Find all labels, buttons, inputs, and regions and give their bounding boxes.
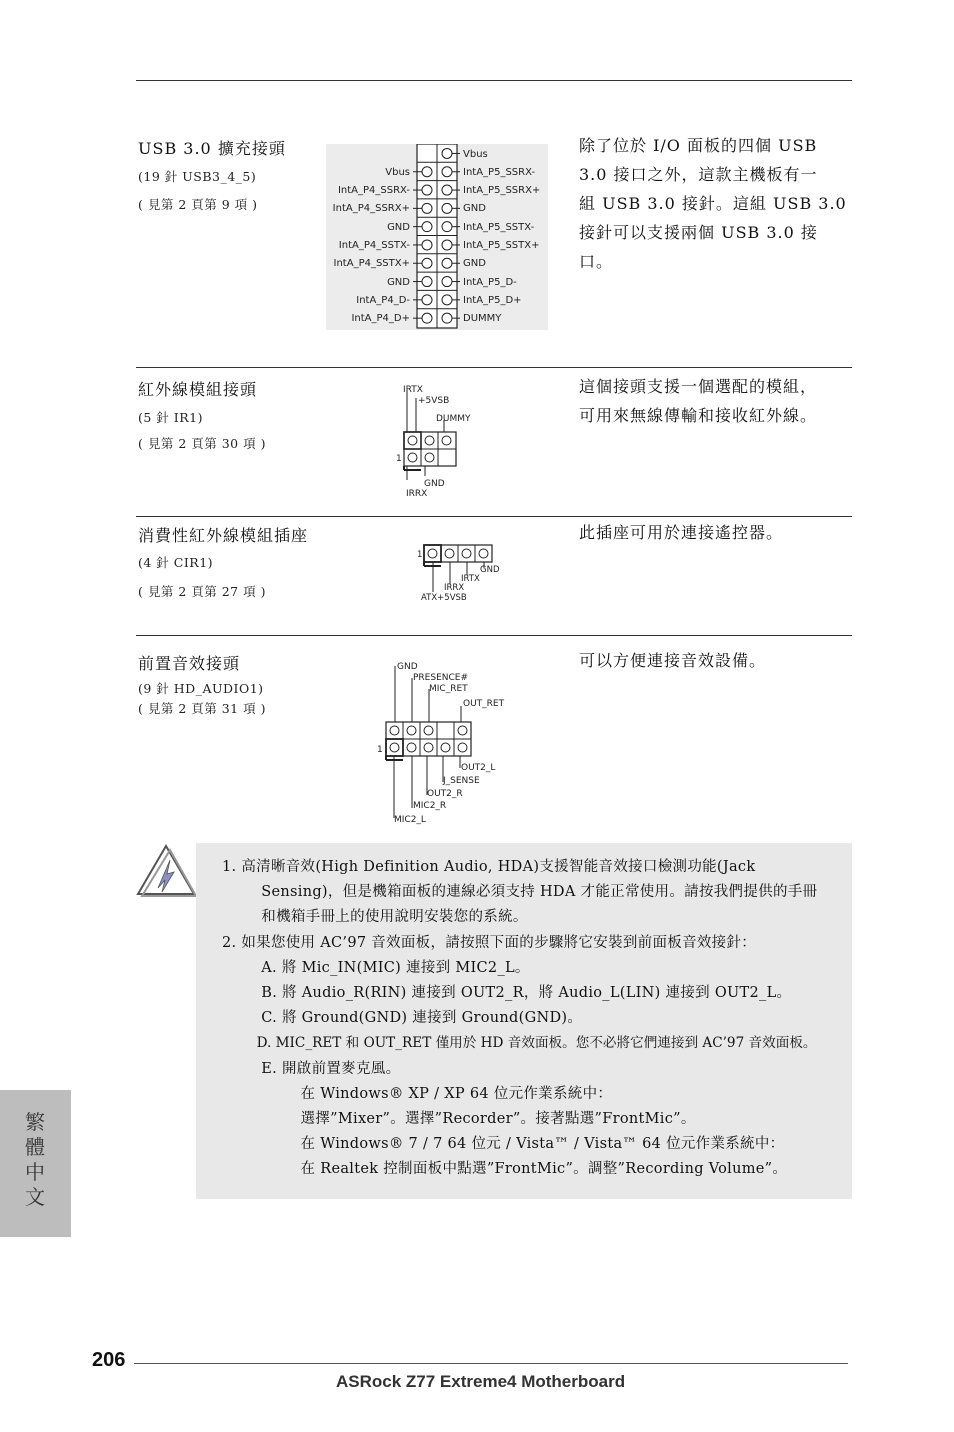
usb3-pinout-diagram: [326, 144, 548, 330]
ir-label: IRRX: [406, 489, 428, 499]
audio-top-label: MIC_RET: [429, 684, 468, 694]
usb-pin: [422, 203, 432, 213]
note-line: D. MIC_RET 和 OUT_RET 僅用於 HD 音效面板。您不必將它們連接到 AC’97 音效面板。: [222, 1035, 817, 1051]
note-line: A. 將 Mic_IN(MIC) 連接到 MIC2_L。: [222, 960, 530, 976]
usb-right-label: IntA_P5_SSTX+: [463, 240, 540, 251]
note-line: 和機箱手冊上的使用說明安裝您的系統。: [222, 909, 528, 925]
desc-line: 口。: [579, 252, 614, 271]
usb-left-label: IntA_P4_SSTX+: [333, 258, 410, 269]
note-line: B. 將 Audio_R(RIN) 連接到 OUT2_R，將 Audio_L(LIN) 連接到 OUT2_L。: [222, 985, 792, 1001]
ir-header-description: [579, 372, 817, 430]
audio-top-label: GND: [397, 662, 418, 672]
usb-header-ref: ( 見第 2 頁第 9 項 ): [138, 197, 258, 212]
ir-label: DUMMY: [436, 414, 471, 424]
ir-pinout-diagram: [394, 380, 494, 500]
usb-right-label: IntA_P5_SSRX-: [463, 167, 536, 178]
usb-left-label: IntA_P4_D-: [356, 295, 410, 306]
cir-label: IRRX: [444, 583, 465, 593]
note-line: E. 開啟前置麥克風。: [222, 1061, 401, 1077]
usb-left-label: GND: [387, 277, 410, 288]
usb-pin: [422, 313, 432, 323]
desc-line: 接針可以支援兩個 USB 3.0 接: [579, 223, 818, 242]
cir-header-ref: ( 見第 2 頁第 27 項 ): [138, 584, 266, 599]
note-line: Sensing)，但是機箱面板的連線必須支持 HDA 才能正常使用。請按我們提供的手冊: [222, 884, 818, 900]
usb-right-label: DUMMY: [463, 313, 502, 324]
usb-pin: [442, 277, 452, 287]
usb-right-label: GND: [463, 258, 486, 269]
top-rule: [136, 80, 852, 81]
audio-bottom-label: J_SENSE: [443, 776, 480, 786]
audio-bottom-label: MIC2_L: [394, 815, 426, 825]
cir-header-pins: (4 針 CIR1): [138, 555, 214, 570]
usb-pin: [442, 203, 452, 213]
footer-rule: [134, 1363, 848, 1364]
ir-header-title: 紅外線模組接頭: [138, 380, 258, 399]
cir-label: IRTX: [461, 574, 480, 584]
usb-right-label: Vbus: [463, 149, 488, 160]
usb-pin: [422, 185, 432, 195]
usb-pin: [442, 167, 452, 177]
warning-icon: [136, 842, 198, 898]
audio-header-title: 前置音效接頭: [138, 654, 241, 673]
cir-pinout-diagram: [414, 540, 506, 604]
section-rule: [136, 635, 852, 636]
audio-bottom-label: OUT2_L: [461, 763, 496, 773]
usb-pin: [422, 222, 432, 232]
usb-pin: [442, 240, 452, 250]
usb-right-label: IntA_P5_D-: [463, 277, 517, 288]
usb-header-title: USB 3.0 擴充接頭: [138, 139, 286, 158]
usb-pin: [422, 295, 432, 305]
usb-pin: [442, 222, 452, 232]
note-line: C. 將 Ground(GND) 連接到 Ground(GND)。: [222, 1010, 583, 1026]
usb-pin: [422, 277, 432, 287]
usb-pin: [442, 185, 452, 195]
usb-header-pins: (19 針 USB3_4_5): [138, 169, 257, 184]
note-line: 在 Windows® 7 / 7 64 位元 / Vista™ / Vista™ 64 位元作業系統中：: [222, 1136, 785, 1152]
usb-left-label: IntA_P4_SSRX+: [332, 203, 410, 214]
usb-right-label: IntA_P5_D+: [463, 295, 522, 306]
footer-title: ASRock Z77 Extreme4 Motherboard: [336, 1372, 626, 1391]
cir-label: GND: [480, 565, 500, 575]
desc-line: 這個接頭支援一個選配的模組，: [579, 377, 818, 396]
usb-pin: [422, 258, 432, 268]
audio-header-ref: ( 見第 2 頁第 31 項 ): [138, 701, 266, 716]
audio-bottom-label: MIC2_R: [413, 801, 447, 811]
desc-line: 3.0 接口之外，這款主機板有一: [579, 165, 818, 184]
usb-pin: [442, 313, 452, 323]
section-rule: [136, 367, 852, 368]
note-box: [196, 843, 852, 1199]
ir-label: GND: [424, 479, 445, 489]
usb-pin: [442, 258, 452, 268]
ir-header-ref: ( 見第 2 頁第 30 項 ): [138, 436, 266, 451]
note-line: 在 Realtek 控制面板中點選”FrontMic”。調整”Recording Volume”。: [222, 1161, 788, 1177]
cir-label: ATX+5VSB: [421, 593, 467, 603]
usb-left-label: IntA_P4_SSTX-: [338, 240, 410, 251]
desc-line: 可以方便連接音效設備。: [579, 651, 767, 670]
language-side-tab: [0, 1090, 71, 1237]
cir-header-description: [579, 518, 783, 547]
ir-label: 1: [396, 454, 402, 464]
note-line: 1. 高清晰音效(High Definition Audio, HDA)支援智能音效接口檢測功能(Jack: [222, 859, 756, 875]
usb-left-label: GND: [387, 222, 410, 233]
usb-pin: [422, 167, 432, 177]
note-line: 在 Windows® XP / XP 64 位元作業系統中：: [222, 1086, 613, 1102]
usb-left-label: IntA_P4_D+: [351, 313, 410, 324]
usb-pin: [442, 295, 452, 305]
usb-right-label: IntA_P5_SSRX+: [463, 185, 541, 196]
audio-pin1-label: 1: [377, 745, 383, 755]
audio-bottom-label: OUT2_R: [427, 789, 463, 799]
desc-line: 除了位於 I/O 面板的四個 USB: [579, 136, 818, 155]
usb-left-label: IntA_P4_SSRX-: [337, 185, 410, 196]
audio-top-label: PRESENCE#: [413, 673, 469, 683]
usb-pin: [442, 148, 452, 158]
desc-line: 組 USB 3.0 接針。這組 USB 3.0: [579, 194, 847, 213]
note-line: 2. 如果您使用 AC’97 音效面板，請按照下面的步驟將它安裝到前面板音效接針：: [222, 935, 757, 951]
audio-pinout-diagram: [372, 656, 522, 828]
usb-right-label: IntA_P5_SSTX-: [463, 222, 535, 233]
usb-header-description: [579, 131, 847, 276]
usb-right-label: GND: [463, 203, 486, 214]
audio-header-pins: (9 針 HD_AUDIO1): [138, 681, 264, 696]
desc-line: 可用來無線傳輸和接收紅外線。: [579, 406, 818, 425]
audio-top-label: OUT_RET: [463, 699, 505, 709]
page-number: 206: [92, 1349, 126, 1371]
usb-pin: [422, 240, 432, 250]
ir-label: IRTX: [403, 385, 423, 395]
desc-line: 此插座可用於連接遙控器。: [579, 523, 784, 542]
ir-label: +5VSB: [418, 396, 450, 406]
side-tab-label: 繁體中文: [25, 1110, 45, 1209]
usb-left-label: Vbus: [385, 167, 410, 178]
cir-header-title: 消費性紅外線模組插座: [138, 526, 309, 545]
audio-header-description: [579, 646, 766, 675]
ir-header-pins: (5 針 IR1): [138, 410, 203, 425]
section-rule: [136, 516, 852, 517]
note-line: 選擇”Mixer”。選擇”Recorder”。接著點選”FrontMic”。: [222, 1111, 696, 1127]
cir-label: 1: [417, 550, 423, 560]
